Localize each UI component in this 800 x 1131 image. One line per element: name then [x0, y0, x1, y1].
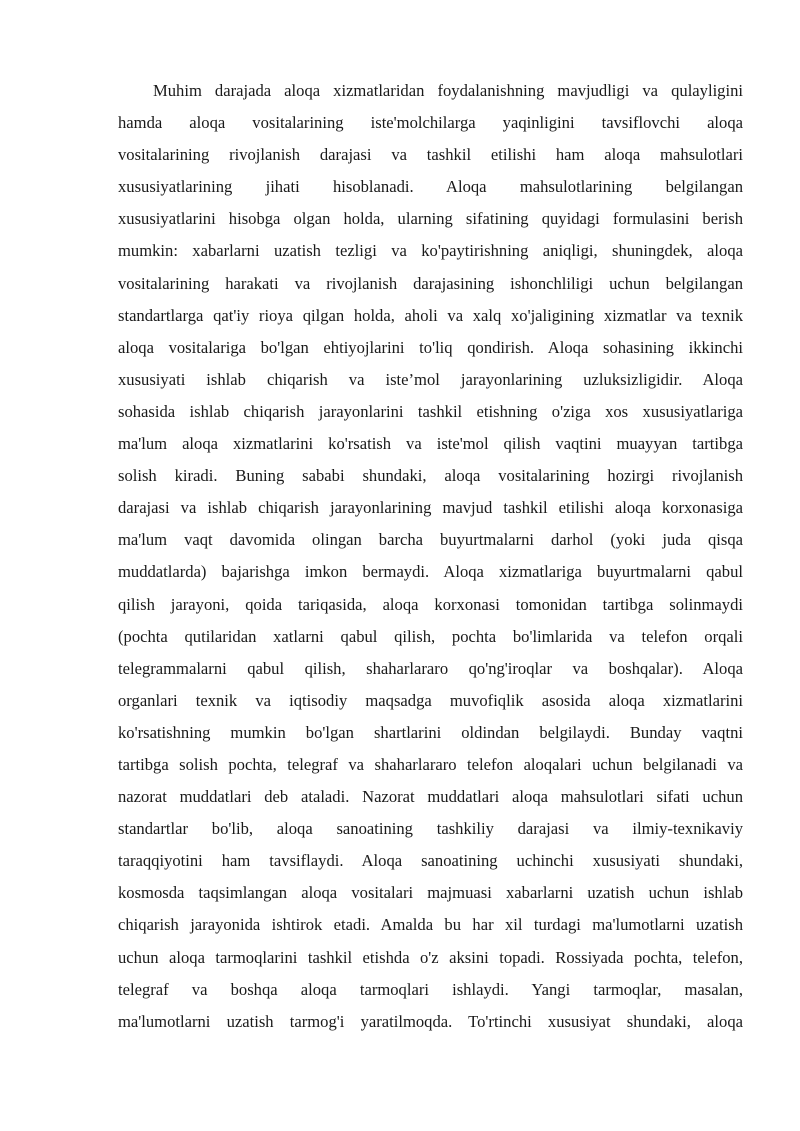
- text-line-17: qilish jarayoni, qoida tariqasida, aloqa korxonasi tomonidan tartibga solinmaydi: [118, 594, 743, 614]
- text-line-14: darajasi va ishlab chiqarish jarayonlarining mavjud tashkil etilishi aloqa korxonasiga: [118, 498, 743, 518]
- text-line-21: ko'rsatishning mumkin bo'lgan shartlarini oldindan belgilaydi. Bunday vaqtni: [118, 722, 743, 742]
- text-line-12: ma'lum aloqa xizmatlarini ko'rsatish va iste'mol qilish vaqtini muayyan tartibga: [118, 434, 743, 454]
- text-line-24: standartlar bo'lib, aloqa sanoatining tashkiliy darajasi va ilmiy-texnikaviy: [118, 819, 743, 839]
- body-paragraph: [118, 75, 743, 1038]
- text-line-11: sohasida ishlab chiqarish jarayonlarini tashkil etishning o'ziga xos xususiyatlariga: [118, 401, 743, 421]
- text-line-16: muddatlarda) bajarishga imkon bermaydi. Aloqa xizmatlariga buyurtmalarni qabul: [118, 562, 743, 582]
- text-line-22: tartibga solish pochta, telegraf va shaharlararo telefon aloqalari uchun belgilanadi va: [118, 754, 743, 774]
- text-line-2: hamda aloqa vositalarining iste'molchilarga yaqinligini tavsiflovchi aloqa: [118, 113, 743, 133]
- text-line-25: taraqqiyotini ham tavsiflaydi. Aloqa sanoatining uchinchi xususiyati shundaki,: [118, 851, 743, 871]
- text-line-30: ma'lumotlarni uzatish tarmog'i yaratilmoqda. To'rtinchi xususiyat shundaki, aloqa: [118, 1011, 743, 1031]
- text-line-28: uchun aloqa tarmoqlarini tashkil etishda o'z aksini topadi. Rossiyada pochta, telefon,: [118, 947, 743, 967]
- text-line-26: kosmosda taqsimlangan aloqa vositalari majmuasi xabarlarni uzatish uchun ishlab: [118, 883, 743, 903]
- text-line-4: xususiyatlarining jihati hisoblanadi. Aloqa mahsulotlarining belgilangan: [118, 177, 743, 197]
- text-line-1: Muhim darajada aloqa xizmatlaridan foydalanishning mavjudligi va qulayligini: [153, 81, 743, 100]
- text-line-6: mumkin: xabarlarni uzatish tezligi va ko'paytirishning aniqligi, shuningdek, aloqa: [118, 241, 743, 261]
- text-line-5: xususiyatlarini hisobga olgan holda, ularning sifatining quyidagi formulasini berish: [118, 209, 743, 229]
- text-line-13: solish kiradi. Buning sababi shundaki, aloqa vositalarining hozirgi rivojlanish: [118, 466, 743, 486]
- text-line-10: xususiyati ishlab chiqarish va iste’mol jarayonlarining uzluksizligidir. Aloqa: [118, 369, 743, 389]
- text-line-15: ma'lum vaqt davomida olingan barcha buyurtmalarni darhol (yoki juda qisqa: [118, 530, 743, 550]
- text-line-9: aloqa vositalariga bo'lgan ehtiyojlarini to'liq qondirish. Aloqa sohasining ikkinchi: [118, 337, 743, 357]
- text-line-27: chiqarish jarayonida ishtirok etadi. Amalda bu har xil turdagi ma'lumotlarni uzatish: [118, 915, 743, 935]
- text-line-19: telegrammalarni qabul qilish, shaharlararo qo'ng'iroqlar va boshqalar). Aloqa: [118, 658, 743, 678]
- text-line-3: vositalarining rivojlanish darajasi va tashkil etilishi ham aloqa mahsulotlari: [118, 145, 743, 165]
- text-line-29: telegraf va boshqa aloqa tarmoqlari ishlaydi. Yangi tarmoqlar, masalan,: [118, 979, 743, 999]
- text-line-23: nazorat muddatlari deb ataladi. Nazorat muddatlari aloqa mahsulotlari sifati uchun: [118, 787, 743, 807]
- text-line-8: standartlarga qat'iy rioya qilgan holda, aholi va xalq xo'jaligining xizmatlar va texnik: [118, 305, 743, 325]
- text-line-20: organlari texnik va iqtisodiy maqsadga muvofiqlik asosida aloqa xizmatlarini: [118, 690, 743, 710]
- text-line-7: vositalarining harakati va rivojlanish darajasining ishonchliligi uchun belgilangan: [118, 273, 743, 293]
- text-line-18: (pochta qutilaridan xatlarni qabul qilish, pochta bo'limlarida va telefon orqali: [118, 626, 743, 646]
